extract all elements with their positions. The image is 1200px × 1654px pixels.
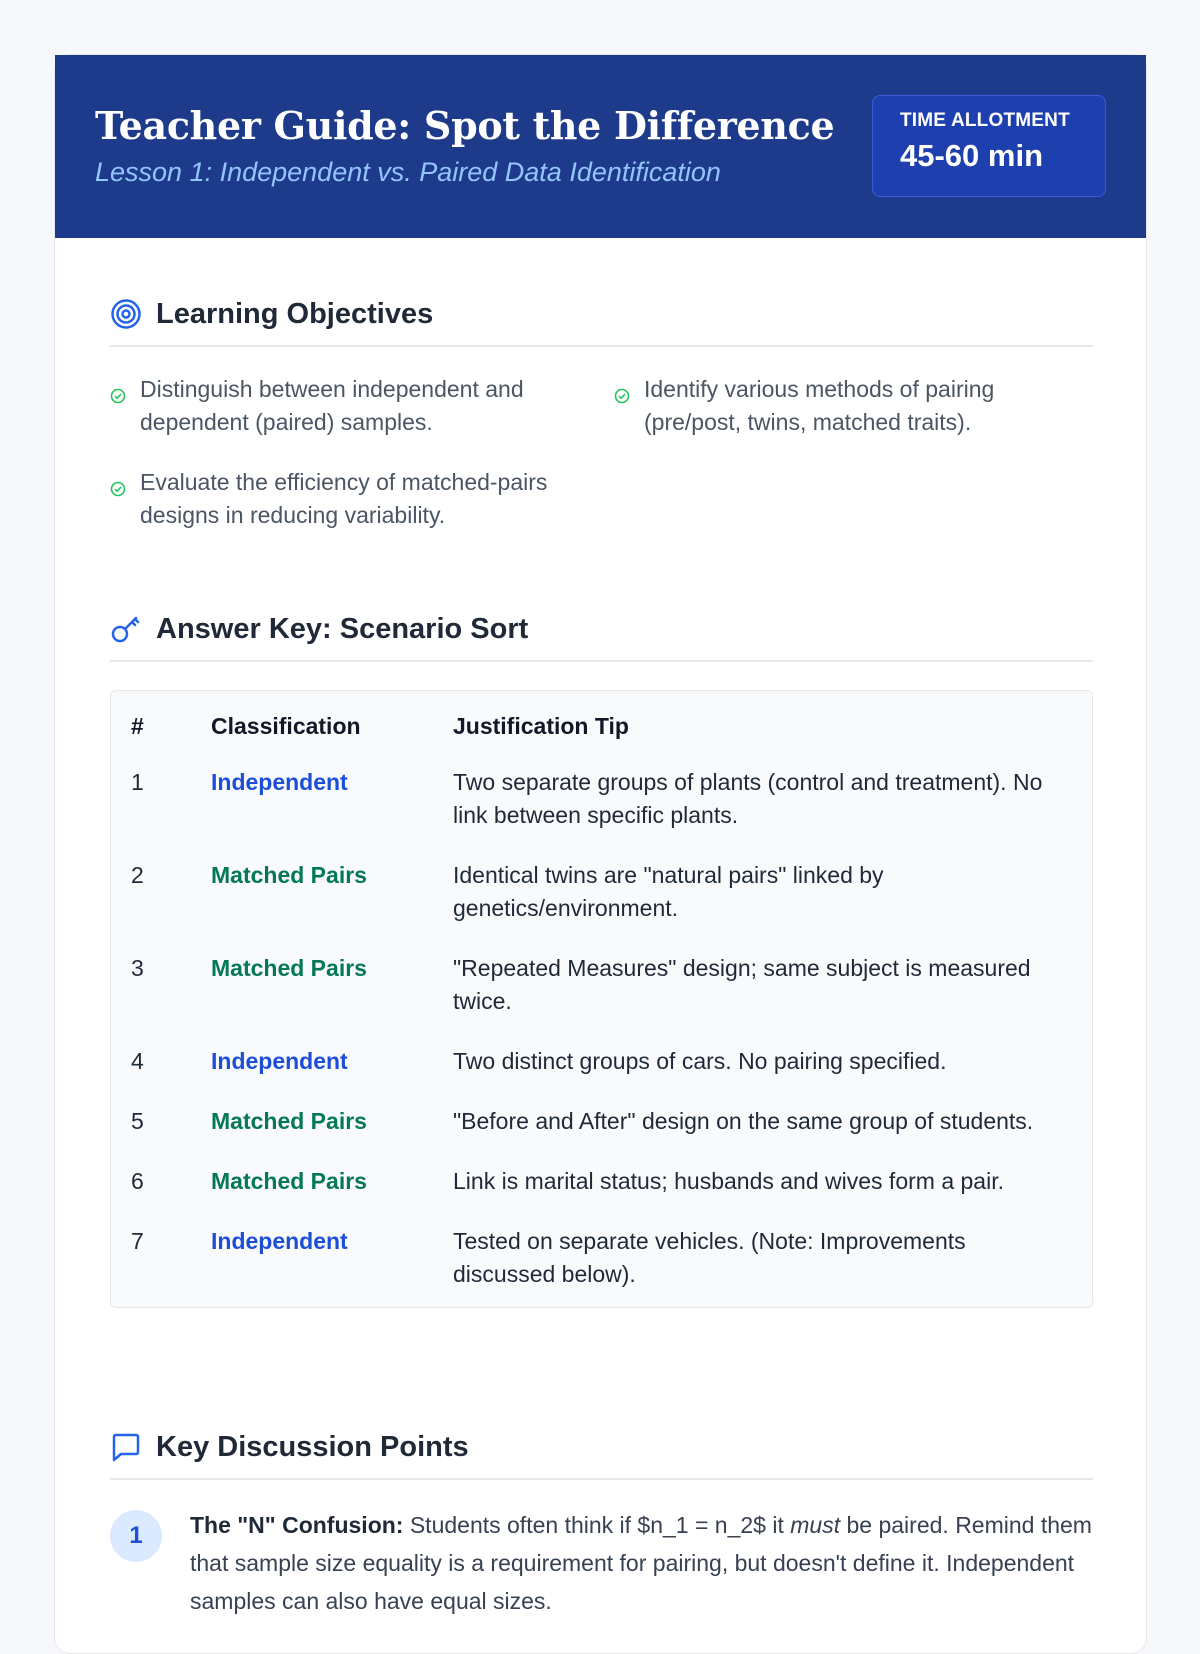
discussion-body-a: Students often think if $n_1 = n_2$ it — [403, 1512, 791, 1538]
row-number: 5 — [131, 1108, 144, 1134]
page-subtitle: Lesson 1: Independent vs. Paired Data Identification — [95, 157, 721, 187]
teacher-guide-card — [54, 54, 1147, 1654]
table-row — [131, 766, 1072, 859]
discussion-body-b: be paired. Remind them that sample size equality is a requirement for pairing, but doesn't define it. Independent samples can also have equal sizes. — [190, 1512, 1092, 1614]
answer-key-table — [131, 709, 1072, 1291]
row-classification: Independent — [211, 769, 348, 795]
guide-header — [55, 55, 1146, 238]
time-allotment-value: 45-60 min — [900, 138, 1044, 173]
row-classification: Matched Pairs — [211, 862, 367, 888]
learning-objectives-heading — [110, 283, 1093, 347]
discussion-item — [110, 1506, 1093, 1620]
objective-item — [614, 373, 1084, 439]
check-circle-icon — [110, 473, 126, 489]
objective-text: Identify various methods of pairing (pre/post, twins, matched traits). — [644, 376, 995, 435]
row-number: 7 — [131, 1228, 144, 1254]
row-classification: Independent — [211, 1228, 348, 1254]
row-justification: Two separate groups of plants (control and treatment). No link between specific plants. — [453, 769, 1043, 828]
check-circle-icon — [614, 380, 630, 396]
objective-item — [110, 373, 580, 439]
chat-icon — [110, 1431, 142, 1463]
discussion-lead: The "N" Confusion: — [190, 1512, 404, 1538]
answer-key-table-container — [110, 690, 1093, 1308]
row-number: 1 — [131, 769, 144, 795]
table-row — [131, 1045, 1072, 1105]
row-classification: Matched Pairs — [211, 955, 367, 981]
row-justification: Link is marital status; husbands and wives form a pair. — [453, 1168, 1004, 1194]
row-number: 4 — [131, 1048, 144, 1074]
objective-item — [110, 466, 580, 532]
time-allotment-badge — [872, 95, 1106, 197]
row-justification: Identical twins are "natural pairs" linked by genetics/environment. — [453, 862, 884, 921]
answer-key-heading — [110, 598, 1093, 662]
discussion-text — [190, 1506, 1093, 1620]
objective-text: Evaluate the efficiency of matched-pairs designs in reducing variability. — [140, 469, 548, 528]
row-number: 3 — [131, 955, 144, 981]
discussion-section — [110, 1416, 1093, 1620]
row-classification: Matched Pairs — [211, 1108, 367, 1134]
objectives-list — [110, 347, 1093, 557]
table-row — [131, 1105, 1072, 1165]
row-justification: "Before and After" design on the same group of students. — [453, 1108, 1034, 1134]
time-allotment-label: TIME ALLOTMENT — [900, 110, 1070, 131]
objective-text: Distinguish between independent and dependent (paired) samples. — [140, 376, 524, 435]
column-header-number: # — [131, 713, 144, 739]
check-circle-icon — [110, 380, 126, 396]
learning-objectives-title: Learning Objectives — [156, 297, 434, 330]
row-number: 6 — [131, 1168, 144, 1194]
table-row — [131, 1225, 1072, 1291]
column-header-justification: Justification Tip — [453, 713, 629, 739]
row-classification: Matched Pairs — [211, 1168, 367, 1194]
discussion-heading — [110, 1416, 1093, 1480]
page-title: Teacher Guide: Spot the Difference — [95, 103, 835, 148]
row-number: 2 — [131, 862, 144, 888]
learning-objectives-section — [110, 283, 1093, 557]
table-row — [131, 952, 1072, 1045]
row-justification: Two distinct groups of cars. No pairing specified. — [453, 1048, 947, 1074]
answer-key-title: Answer Key: Scenario Sort — [156, 612, 529, 645]
answer-key-section — [110, 598, 1093, 1308]
target-icon — [110, 298, 142, 330]
discussion-title: Key Discussion Points — [156, 1430, 469, 1463]
discussion-emphasis: must — [790, 1512, 841, 1538]
row-classification: Independent — [211, 1048, 348, 1074]
table-row — [131, 1165, 1072, 1225]
column-header-classification: Classification — [211, 713, 361, 739]
discussion-number-badge: 1 — [110, 1510, 162, 1562]
key-icon — [110, 613, 142, 645]
row-justification: "Repeated Measures" design; same subject is measured twice. — [453, 955, 1031, 1014]
table-row — [131, 859, 1072, 952]
table-header-row — [131, 709, 1072, 766]
row-justification: Tested on separate vehicles. (Note: Improvements discussed below). — [453, 1228, 966, 1287]
